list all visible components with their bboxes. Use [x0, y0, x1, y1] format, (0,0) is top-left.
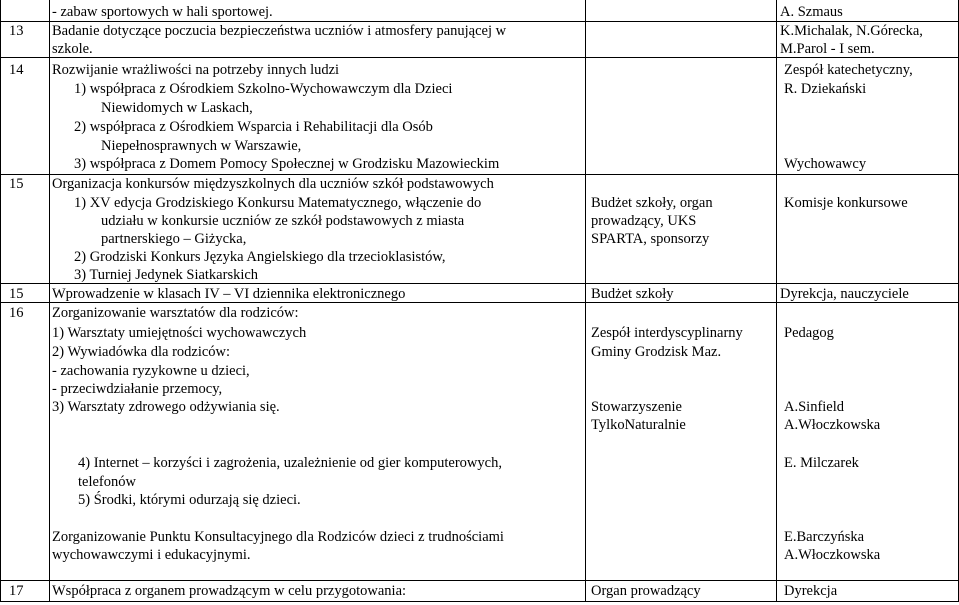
- responsible-text: E. Milczarek: [784, 455, 859, 471]
- task-text: wychowawczymi i edukacyjnymi.: [52, 547, 251, 563]
- task-text: udziału w konkursie uczniów ze szkół podstawowych z miasta: [101, 213, 465, 229]
- task-text: Rozwijanie wrażliwości na potrzeby innych ludzi: [52, 62, 340, 78]
- task-text: Niewidomych w Laskach,: [101, 100, 253, 116]
- task-text: - przeciwdziałanie przemocy,: [52, 381, 223, 397]
- responsible-text: Wychowawcy: [784, 156, 867, 172]
- task-text: 3) Warsztaty zdrowego odżywiania się.: [52, 399, 280, 415]
- row-number: 17: [9, 583, 24, 599]
- funding-text: Organ prowadzący: [591, 583, 701, 599]
- column-border: [585, 0, 586, 602]
- responsible-text: A. Szmaus: [780, 4, 843, 20]
- row-border: [0, 601, 959, 602]
- responsible-text: A.Sinfield: [784, 399, 845, 415]
- row-border: [0, 580, 959, 581]
- responsible-text: Pedagog: [784, 325, 834, 341]
- column-border: [49, 0, 50, 602]
- funding-text: Budżet szkoły, organ: [591, 195, 713, 211]
- funding-text: Gminy Grodzisk Maz.: [591, 344, 722, 360]
- responsible-text: R. Dziekański: [784, 81, 867, 97]
- task-text: 1) Warsztaty umiejętności wychowawczych: [52, 325, 307, 341]
- funding-text: SPARTA, sponsorzy: [591, 231, 710, 247]
- responsible-text: Zespół katechetyczny,: [784, 62, 913, 78]
- task-text: 2) współpraca z Ośrodkiem Wsparcia i Rehabilitacji dla Osób: [74, 119, 433, 135]
- task-text: Współpraca z organem prowadzącym w celu przygotowania:: [52, 583, 407, 599]
- responsible-text: K.Michalak, N.Górecka,: [780, 23, 923, 39]
- task-text: Niepełnosprawnych w Warszawie,: [101, 138, 302, 154]
- task-text: 5) Środki, którymi odurzają się dzieci.: [78, 492, 301, 508]
- column-border: [776, 0, 777, 602]
- task-text: 2) Grodziski Konkurs Języka Angielskiego dla trzecioklasistów,: [74, 249, 446, 265]
- task-text: Organizacja konkursów międzyszkolnych dla uczniów szkół podstawowych: [52, 176, 494, 192]
- task-text: 1) XV edycja Grodziskiego Konkursu Matematycznego, włączenie do: [74, 195, 482, 211]
- task-text: 3) współpraca z Domem Pomocy Społecznej w Grodzisku Mazowieckim: [74, 156, 500, 172]
- task-text: Zorganizowanie warsztatów dla rodziców:: [52, 305, 299, 321]
- task-text: - zachowania ryzykowne u dzieci,: [52, 363, 250, 379]
- row-number: 13: [9, 23, 24, 39]
- task-text: Badanie dotyczące poczucia bezpieczeństwa uczniów i atmosfery panującej w: [52, 23, 507, 39]
- responsible-text: M.Parol - I sem.: [780, 41, 875, 57]
- responsible-text: Komisje konkursowe: [784, 195, 908, 211]
- responsible-text: E.Barczyńska: [784, 529, 865, 545]
- funding-text: TylkoNaturalnie: [591, 417, 686, 433]
- task-text: szkole.: [52, 41, 93, 57]
- row-number: 14: [9, 62, 24, 78]
- responsible-text: A.Włoczkowska: [784, 547, 881, 563]
- task-text: 4) Internet – korzyści i zagrożenia, uzależnienie od gier komputerowych,: [78, 455, 502, 471]
- row-number: 15: [9, 176, 24, 192]
- funding-text: Budżet szkoły: [591, 286, 674, 302]
- funding-text: Zespół interdyscyplinarny: [591, 325, 743, 341]
- task-text: 2) Wywiadówka dla rodziców:: [52, 344, 231, 360]
- funding-text: Stowarzyszenie: [591, 399, 682, 415]
- task-text: Zorganizowanie Punktu Konsultacyjnego dla Rodziców dzieci z trudnościami: [52, 529, 504, 545]
- responsible-text: Dyrekcja: [784, 583, 838, 599]
- task-text: - zabaw sportowych w hali sportowej.: [52, 4, 273, 20]
- task-text: Wprowadzenie w klasach IV – VI dziennika elektronicznego: [52, 286, 406, 302]
- responsible-text: A.Włoczkowska: [784, 417, 881, 433]
- row-number: 15: [9, 286, 24, 302]
- column-border: [0, 0, 1, 602]
- task-text: 1) współpraca z Ośrodkiem Szkolno-Wychowawczym dla Dzieci: [74, 81, 453, 97]
- task-text: 3) Turniej Jedynek Siatkarskich: [74, 267, 259, 283]
- task-text: telefonów: [78, 474, 136, 490]
- task-text: partnerskiego – Giżycka,: [101, 231, 247, 247]
- row-number: 16: [9, 305, 24, 321]
- responsible-text: Dyrekcja, nauczyciele: [780, 286, 909, 302]
- funding-text: prowadzący, UKS: [591, 213, 697, 229]
